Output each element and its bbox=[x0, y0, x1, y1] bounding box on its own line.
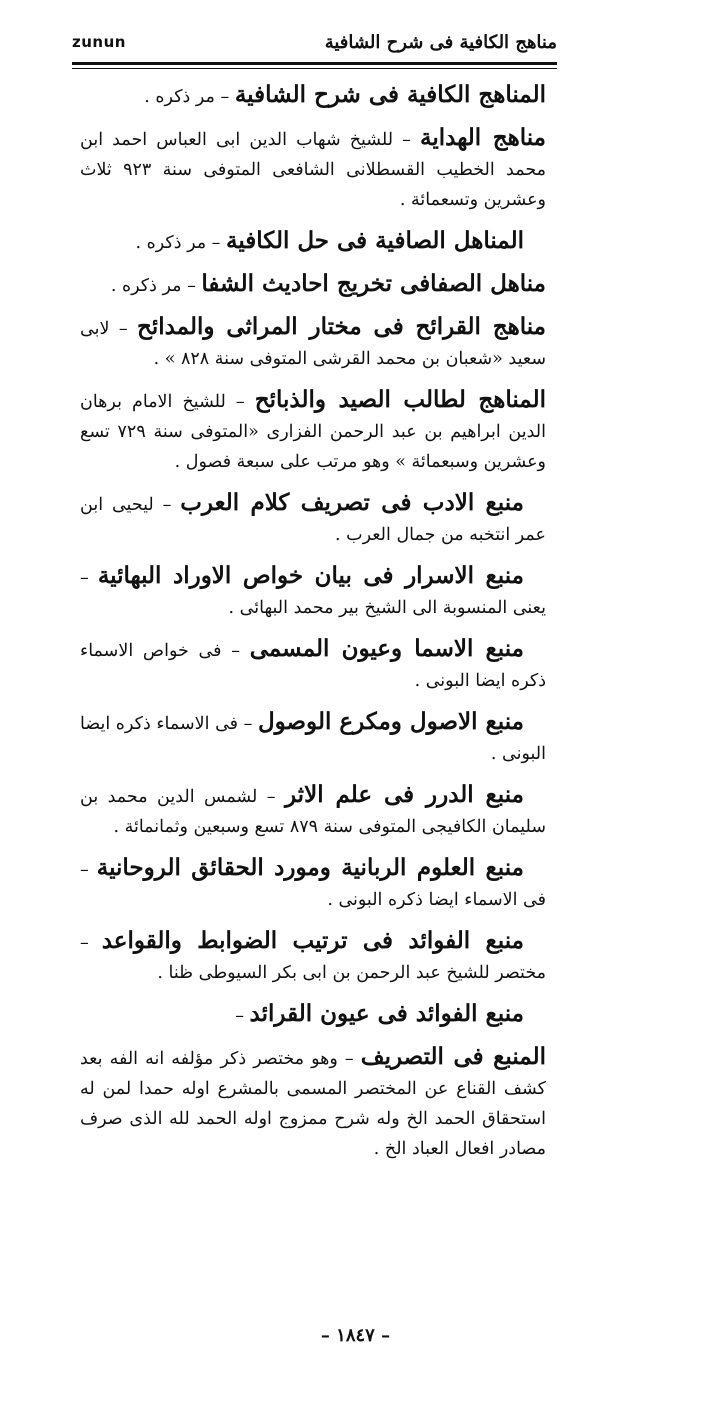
entry-9 bbox=[80, 707, 546, 769]
entry-title: المناهج الكافية فى شرح الشافية bbox=[234, 81, 546, 108]
entry-title: المناهج لطالب الصيد والذبائح bbox=[254, 386, 546, 413]
entry-title: مناهل الصفافى تخريج احاديث الشفا bbox=[201, 270, 546, 297]
entry-body: – يعنى المنسوبة الى الشيخ بير محمد البهائى . bbox=[80, 568, 546, 618]
header-rule-thin bbox=[72, 68, 557, 69]
running-head bbox=[72, 26, 557, 58]
entry-title: مناهج الهداية bbox=[420, 124, 546, 151]
entry-body: – فى الاسماء ذكره ايضا البونى . bbox=[80, 714, 546, 764]
entry-title: منبع الادب فى تصريف كلام العرب bbox=[180, 489, 524, 516]
entry-8 bbox=[80, 634, 546, 696]
entry-body: – للشيخ الامام برهان الدين ابراهيم بن عبد الرحمن الفزارى «المتوفى سنة ٧٢٩ تسع وعشرين وسبعمائة » وهو مرتب على سبعة فصول . bbox=[80, 392, 546, 472]
entry-7 bbox=[80, 561, 546, 623]
entry-body: – مختصر للشيخ عبد الرحمن بن ابى بكر السيوطى ظنا . bbox=[80, 933, 546, 983]
entry-2 bbox=[80, 226, 546, 258]
entry-body: – مر ذكره . bbox=[135, 233, 226, 253]
entry-14 bbox=[80, 1042, 546, 1164]
entry-title: منبع العلوم الربانية ومورد الحقائق الروحانية bbox=[96, 854, 524, 881]
entry-body: – ليحيى ابن عمر انتخبه من جمال العرب . bbox=[80, 495, 546, 545]
entry-10 bbox=[80, 780, 546, 842]
entry-12 bbox=[80, 926, 546, 988]
running-head-title: مناهج الكافية فى شرح الشافية bbox=[324, 31, 557, 53]
entry-3 bbox=[80, 269, 546, 301]
entry-body: – bbox=[235, 1006, 250, 1026]
entry-title: مناهج القرائح فى مختار المراثى والمدائح bbox=[136, 313, 546, 340]
entry-1 bbox=[80, 123, 546, 215]
entry-title: المنبع فى التصريف bbox=[360, 1043, 546, 1070]
entry-11 bbox=[80, 853, 546, 915]
entry-body: – لشمس الدين محمد بن سليمان الكافيجى المتوفى سنة ٨٧٩ تسع وسبعين وثمانمائة . bbox=[80, 787, 546, 837]
entry-body: – فى خواص الاسماء ذكره ايضا البونى . bbox=[80, 641, 546, 691]
entry-5 bbox=[80, 385, 546, 477]
entry-body: – مر ذكره . bbox=[144, 87, 235, 107]
entry-6 bbox=[80, 488, 546, 550]
running-head-latin: zunun bbox=[72, 33, 126, 51]
entry-title: منبع الاسرار فى بيان خواص الاوراد البهائية bbox=[97, 562, 524, 589]
entry-title: المناهل الصافية فى حل الكافية bbox=[225, 227, 524, 254]
entry-body: – للشيخ شهاب الدين ابى العباس احمد ابن محمد الخطيب القسطلانى الشافعى المتوفى سنة ٩٢٣ ثلاث وعشرين وتسعمائة . bbox=[80, 130, 546, 210]
entry-4 bbox=[80, 312, 546, 374]
entry-title: منبع الاصول ومكرع الوصول bbox=[257, 708, 524, 735]
entry-title: منبع الفوائد فى ترتيب الضوابط والقواعد bbox=[101, 927, 524, 954]
entry-body: – فى الاسماء ايضا ذكره البونى . bbox=[80, 860, 546, 910]
entry-body: – مر ذكره . bbox=[110, 276, 202, 296]
header-rule-thick bbox=[72, 62, 557, 65]
entry-title: منبع الفوائد فى عيون القرائد bbox=[249, 1000, 524, 1027]
entry-body: – لابى سعيد «شعبان بن محمد القرشى المتوفى سنة ٨٢٨ » . bbox=[80, 319, 546, 369]
entry-13 bbox=[80, 999, 546, 1031]
page-number: – ١٨٤٧ – bbox=[320, 1325, 391, 1346]
entry-0 bbox=[80, 80, 546, 112]
entries-list bbox=[80, 80, 546, 1175]
entry-body: – وهو مختصر ذكر مؤلفه انه الفه بعد كشف القناع عن المختصر المسمى بالمشرع اوله حمدا لمن له استحقاق الحمد الخ وله شرح ممزوج اوله الحمد لله الذى صرف مصادر افعال العباد الخ . bbox=[80, 1049, 546, 1159]
entry-title: منبع الدرر فى علم الاثر bbox=[284, 781, 524, 808]
entry-title: منبع الاسما وعيون المسمى bbox=[249, 635, 524, 662]
